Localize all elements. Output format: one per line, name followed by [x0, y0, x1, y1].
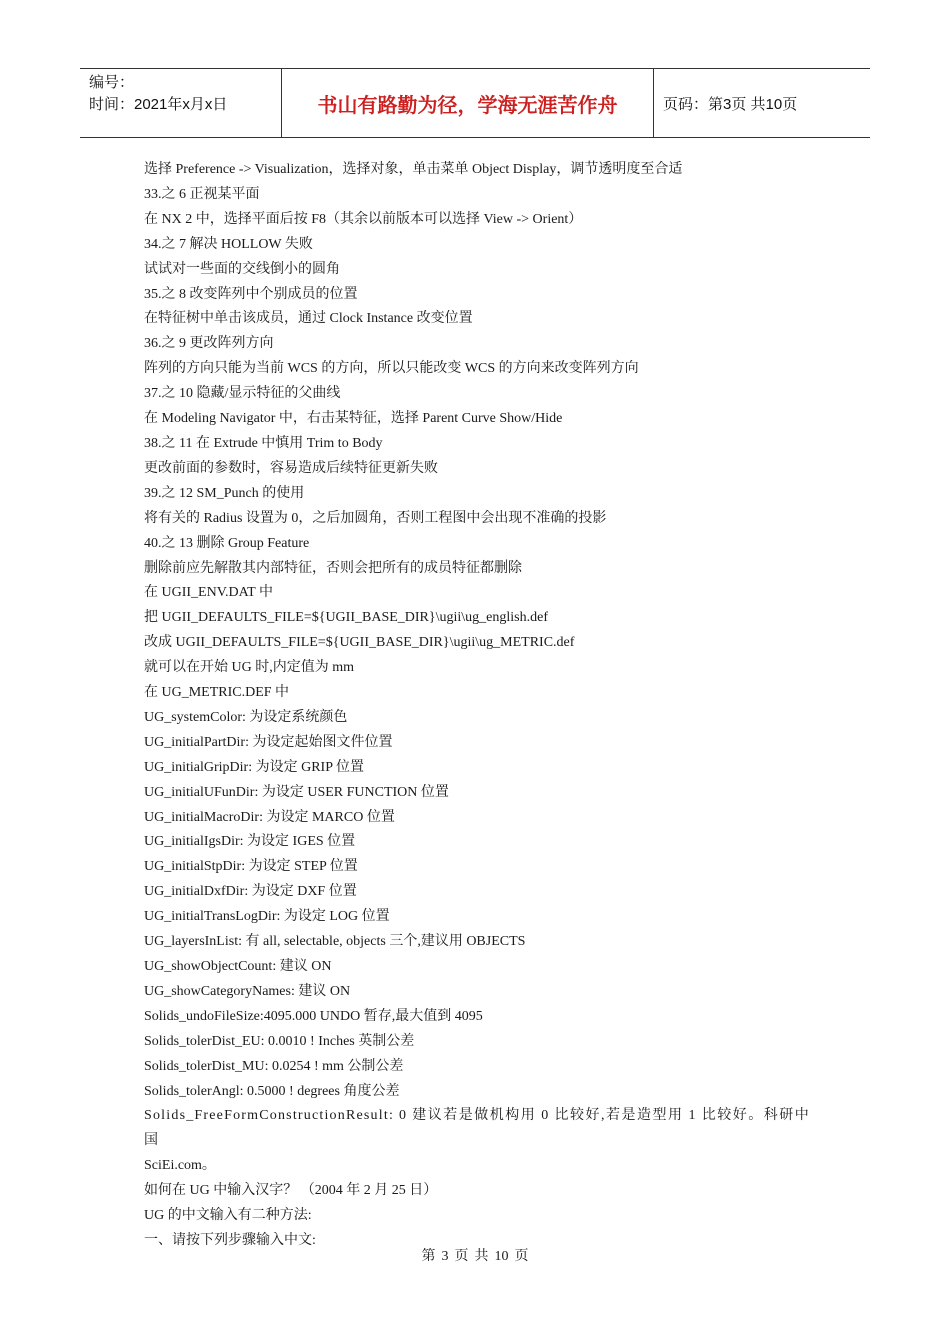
text-line: UG_initialStpDir: 为设定 STEP 位置 — [144, 859, 358, 875]
text-line: 删除前应先解散其内部特征，否则会把所有的成员特征都删除 — [144, 560, 522, 576]
footer-current-page: 3 — [441, 1249, 449, 1264]
text-line: UG_initialIgsDir: 为设定 IGES 位置 — [144, 834, 356, 850]
footer-text: 第 — [421, 1249, 436, 1264]
serial-label: 编号： — [89, 74, 135, 91]
footer-text: 共 — [474, 1249, 489, 1264]
text-line: UG_initialDxfDir: 为设定 DXF 位置 — [144, 884, 357, 900]
text-line: 34.之 7 解决 HOLLOW 失败 — [144, 236, 313, 252]
text-line: Solids_tolerAngl: 0.5000 ! degrees 角度公差 — [144, 1083, 400, 1099]
header-motto: 书山有路勤为径，学海无涯苦作舟 — [281, 69, 654, 137]
text-line: 一、请按下列步骤输入中文: — [144, 1232, 316, 1248]
footer-text: 页 — [454, 1249, 469, 1264]
text-line: 在 UG_METRIC.DEF 中 — [144, 685, 290, 701]
text-line: 更改前面的参数时，容易造成后续特征更新失败 — [144, 460, 438, 476]
text-line: UG_initialMacroDir: 为设定 MARCO 位置 — [144, 809, 395, 825]
text-line: 在 UGII_ENV.DAT 中 — [144, 585, 273, 601]
text-line: UG_initialPartDir: 为设定起始图文件位置 — [144, 734, 393, 750]
text-line: 如何在 UG 中输入汉字？ （2004 年 2 月 25 日） — [144, 1183, 438, 1199]
text-line: 改成 UGII_DEFAULTS_FILE=${UGII_BASE_DIR}\ugii\ug_METRIC.def — [144, 635, 575, 651]
page-footer — [0, 1245, 950, 1265]
footer-total-pages: 10 — [494, 1249, 509, 1264]
text-line: Solids_undoFileSize:4095.000 UNDO 暂存,最大值到 4095 — [144, 1008, 483, 1024]
text-line: 36.之 9 更改阵列方向 — [144, 336, 274, 352]
text-line: UG_systemColor: 为设定系统颜色 — [144, 709, 348, 725]
text-line: UG_showObjectCount: 建议 ON — [144, 959, 332, 974]
date-label: 时间：2021年x月x日 — [89, 96, 228, 113]
text-line: 把 UGII_DEFAULTS_FILE=${UGII_BASE_DIR}\ugii\ug_english.def — [144, 610, 548, 626]
text-line: SciEi.com。 — [144, 1158, 216, 1174]
text-line: 37.之 10 隐藏/显示特征的父曲线 — [144, 386, 341, 402]
page-header — [80, 68, 870, 138]
text-line: Solids_tolerDist_EU: 0.0010 ! Inches 英制公差 — [144, 1033, 415, 1049]
text-line: 选择 Preference -> Visualization，选择对象，单击菜单 Object Display，调节透明度至合适 — [144, 162, 683, 177]
document-body — [144, 158, 810, 1254]
text-line: UG_showCategoryNames: 建议 ON — [144, 983, 351, 999]
text-line: 39.之 12 SM_Punch 的使用 — [144, 485, 305, 501]
footer-text: 页 — [514, 1249, 529, 1264]
text-line: 就可以在开始 UG 时,内定值为 mm — [144, 660, 354, 676]
text-line: 试试对一些面的交线倒小的圆角 — [144, 261, 340, 277]
header-page-label: 页码：第3页 共10页 — [663, 95, 798, 113]
text-line: 在 NX 2 中，选择平面后按 F8（其余以前版本可以选择 View -> Orient） — [144, 211, 583, 227]
text-line: 在 Modeling Navigator 中，右击某特征，选择 Parent Curve Show/Hide — [144, 411, 563, 427]
text-line: UG_initialUFunDir: 为设定 USER FUNCTION 位置 — [144, 784, 449, 800]
text-line: UG_layersInList: 有 all, selectable, objects 三个,建议用 OBJECTS — [144, 934, 526, 950]
text-line: 将有关的 Radius 设置为 0，之后加圆角，否则工程图中会出现不准确的投影 — [144, 510, 607, 526]
text-line: 阵列的方向只能为当前 WCS 的方向，所以只能改变 WCS 的方向来改变阵列方向 — [144, 361, 639, 377]
text-line: 38.之 11 在 Extrude 中慎用 Trim to Body — [144, 435, 383, 451]
text-line: 40.之 13 删除 Group Feature — [144, 535, 310, 551]
text-line: 在特征树中单击该成员，通过 Clock Instance 改变位置 — [144, 311, 473, 327]
text-line: UG 的中文输入有二种方法: — [144, 1208, 312, 1224]
text-line: Solids_FreeFormConstructionResult: 0 建议若是做机构用 0 比较好,若是造型用 1 比较好。科研中国 — [144, 1108, 810, 1149]
text-line: 33.之 6 正视某平面 — [144, 186, 260, 202]
text-line: Solids_tolerDist_MU: 0.0254 ! mm 公制公差 — [144, 1058, 404, 1074]
text-line: UG_initialTransLogDir: 为设定 LOG 位置 — [144, 909, 390, 925]
text-line: 35.之 8 改变阵列中个别成员的位置 — [144, 286, 358, 302]
text-line: UG_initialGripDir: 为设定 GRIP 位置 — [144, 759, 364, 775]
header-meta — [80, 69, 281, 137]
